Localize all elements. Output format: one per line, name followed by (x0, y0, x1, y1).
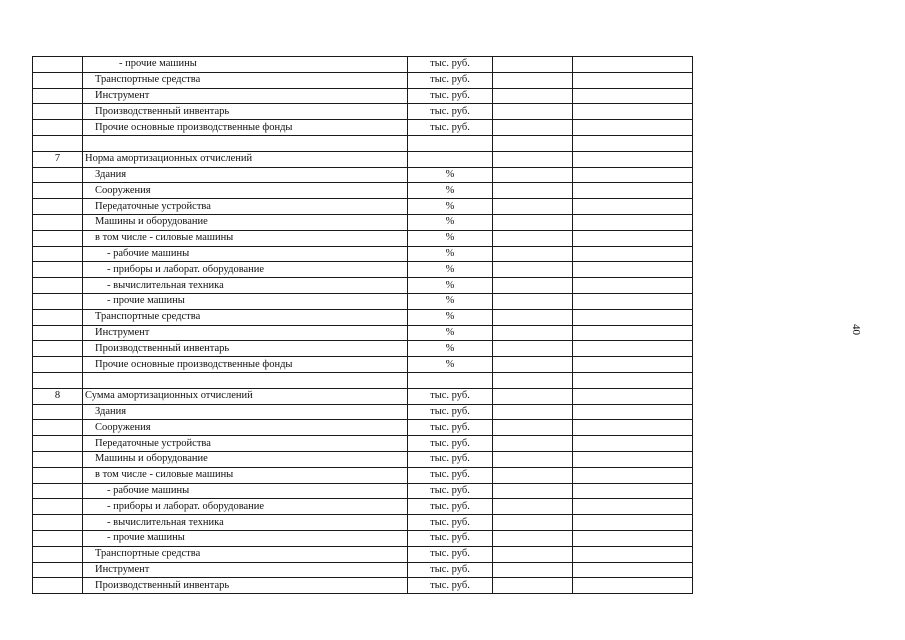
unit-cell: тыс. руб. (408, 530, 493, 546)
table-row (33, 499, 693, 515)
value-cell-1 (493, 167, 573, 183)
value-cell-1 (493, 357, 573, 373)
value-cell-1 (493, 183, 573, 199)
value-cell-1 (493, 388, 573, 404)
row-number-cell: 7 (33, 151, 83, 167)
value-cell-1 (493, 451, 573, 467)
unit-cell: тыс. руб. (408, 420, 493, 436)
indicator-name-cell: - приборы и лаборат. оборудование (83, 499, 408, 515)
table-row (33, 72, 693, 88)
indicator-name-cell: Передаточные устройства (83, 199, 408, 215)
value-cell-1 (493, 483, 573, 499)
row-number-cell (33, 562, 83, 578)
unit-cell: % (408, 309, 493, 325)
indicator-name-cell: - прочие машины (83, 293, 408, 309)
value-cell-2 (573, 388, 693, 404)
value-cell-1 (493, 199, 573, 215)
row-number-cell (33, 404, 83, 420)
table-row (33, 246, 693, 262)
unit-cell: % (408, 278, 493, 294)
indicator-name-cell: в том числе - силовые машины (83, 230, 408, 246)
table-row (33, 404, 693, 420)
value-cell-2 (573, 562, 693, 578)
value-cell-1 (493, 499, 573, 515)
row-number-cell (33, 167, 83, 183)
indicator-name-cell: - прочие машины (83, 530, 408, 546)
table-row (33, 214, 693, 230)
row-number-cell (33, 214, 83, 230)
value-cell-1 (493, 104, 573, 120)
value-cell-2 (573, 246, 693, 262)
indicator-name-cell: Инструмент (83, 562, 408, 578)
unit-cell: % (408, 293, 493, 309)
table-row (33, 483, 693, 499)
value-cell-2 (573, 499, 693, 515)
row-number-cell (33, 483, 83, 499)
table-row (33, 357, 693, 373)
value-cell-2 (573, 325, 693, 341)
unit-cell: тыс. руб. (408, 515, 493, 531)
unit-cell (408, 135, 493, 151)
table-row (33, 309, 693, 325)
row-number-cell (33, 515, 83, 531)
row-number-cell (33, 57, 83, 73)
row-number-cell (33, 578, 83, 594)
value-cell-1 (493, 562, 573, 578)
value-cell-2 (573, 120, 693, 136)
table-row (33, 372, 693, 388)
table-row (33, 262, 693, 278)
value-cell-2 (573, 57, 693, 73)
indicator-name-cell: Транспортные средства (83, 309, 408, 325)
value-cell-1 (493, 515, 573, 531)
unit-cell: тыс. руб. (408, 451, 493, 467)
table-row (33, 562, 693, 578)
value-cell-2 (573, 309, 693, 325)
value-cell-1 (493, 88, 573, 104)
value-cell-1 (493, 57, 573, 73)
unit-cell: % (408, 230, 493, 246)
row-number-cell (33, 467, 83, 483)
indicator-name-cell: Передаточные устройства (83, 436, 408, 452)
row-number-cell (33, 420, 83, 436)
table-row (33, 151, 693, 167)
indicator-name-cell: Сумма амортизационных отчислений (83, 388, 408, 404)
value-cell-1 (493, 309, 573, 325)
value-cell-2 (573, 578, 693, 594)
value-cell-1 (493, 325, 573, 341)
indicator-name-cell: Машины и оборудование (83, 214, 408, 230)
value-cell-1 (493, 262, 573, 278)
indicator-name-cell: Транспортные средства (83, 546, 408, 562)
row-number-cell (33, 341, 83, 357)
table-row (33, 230, 693, 246)
row-number-cell (33, 309, 83, 325)
table-row (33, 388, 693, 404)
table-row (33, 88, 693, 104)
row-number-cell (33, 436, 83, 452)
value-cell-2 (573, 546, 693, 562)
value-cell-2 (573, 420, 693, 436)
indicator-name-cell: Производственный инвентарь (83, 104, 408, 120)
indicator-name-cell: - рабочие машины (83, 483, 408, 499)
table-row (33, 451, 693, 467)
indicator-name-cell (83, 135, 408, 151)
unit-cell: % (408, 341, 493, 357)
unit-cell (408, 151, 493, 167)
indicator-name-cell: Норма амортизационных отчислений (83, 151, 408, 167)
unit-cell: % (408, 199, 493, 215)
value-cell-1 (493, 293, 573, 309)
table-row (33, 578, 693, 594)
unit-cell: тыс. руб. (408, 104, 493, 120)
value-cell-2 (573, 104, 693, 120)
unit-cell: тыс. руб. (408, 467, 493, 483)
table-row (33, 293, 693, 309)
value-cell-1 (493, 151, 573, 167)
unit-cell: % (408, 325, 493, 341)
value-cell-2 (573, 151, 693, 167)
value-cell-2 (573, 357, 693, 373)
value-cell-1 (493, 230, 573, 246)
indicator-name-cell: Здания (83, 167, 408, 183)
table-row (33, 183, 693, 199)
value-cell-1 (493, 530, 573, 546)
value-cell-2 (573, 88, 693, 104)
indicator-name-cell: - прочие машины (83, 57, 408, 73)
value-cell-1 (493, 404, 573, 420)
row-number-cell (33, 262, 83, 278)
table-row (33, 57, 693, 73)
indicator-name-cell (83, 372, 408, 388)
unit-cell: тыс. руб. (408, 404, 493, 420)
unit-cell: % (408, 167, 493, 183)
row-number-cell (33, 72, 83, 88)
indicator-name-cell: - рабочие машины (83, 246, 408, 262)
value-cell-2 (573, 341, 693, 357)
indicator-name-cell: - вычислительная техника (83, 515, 408, 531)
table-row (33, 278, 693, 294)
value-cell-1 (493, 341, 573, 357)
indicator-name-cell: Транспортные средства (83, 72, 408, 88)
value-cell-1 (493, 214, 573, 230)
table-row (33, 325, 693, 341)
unit-cell: тыс. руб. (408, 578, 493, 594)
row-number-cell (33, 88, 83, 104)
row-number-cell (33, 293, 83, 309)
table-row (33, 515, 693, 531)
table-row (33, 467, 693, 483)
unit-cell: тыс. руб. (408, 388, 493, 404)
value-cell-2 (573, 483, 693, 499)
indicator-table (32, 56, 693, 594)
value-cell-2 (573, 372, 693, 388)
value-cell-2 (573, 135, 693, 151)
value-cell-2 (573, 72, 693, 88)
unit-cell: % (408, 262, 493, 278)
value-cell-2 (573, 167, 693, 183)
row-number-cell (33, 325, 83, 341)
table-row (33, 420, 693, 436)
indicator-name-cell: в том числе - силовые машины (83, 467, 408, 483)
row-number-cell (33, 104, 83, 120)
row-number-cell: 8 (33, 388, 83, 404)
row-number-cell (33, 499, 83, 515)
value-cell-1 (493, 546, 573, 562)
page-number: 40 (850, 324, 862, 335)
value-cell-1 (493, 420, 573, 436)
indicator-name-cell: Сооружения (83, 183, 408, 199)
value-cell-2 (573, 293, 693, 309)
row-number-cell (33, 372, 83, 388)
unit-cell: % (408, 246, 493, 262)
table-row (33, 120, 693, 136)
indicator-table-body (33, 57, 693, 594)
unit-cell: тыс. руб. (408, 72, 493, 88)
value-cell-2 (573, 404, 693, 420)
table-row (33, 135, 693, 151)
unit-cell: тыс. руб. (408, 57, 493, 73)
value-cell-2 (573, 467, 693, 483)
table-row (33, 436, 693, 452)
value-cell-2 (573, 199, 693, 215)
value-cell-1 (493, 246, 573, 262)
unit-cell: тыс. руб. (408, 499, 493, 515)
row-number-cell (33, 278, 83, 294)
unit-cell: % (408, 357, 493, 373)
value-cell-2 (573, 262, 693, 278)
value-cell-2 (573, 183, 693, 199)
row-number-cell (33, 135, 83, 151)
value-cell-1 (493, 120, 573, 136)
value-cell-2 (573, 530, 693, 546)
unit-cell: % (408, 214, 493, 230)
row-number-cell (33, 230, 83, 246)
value-cell-2 (573, 515, 693, 531)
unit-cell: тыс. руб. (408, 88, 493, 104)
value-cell-1 (493, 436, 573, 452)
unit-cell: тыс. руб. (408, 562, 493, 578)
unit-cell: тыс. руб. (408, 483, 493, 499)
table-row (33, 104, 693, 120)
indicator-name-cell: Сооружения (83, 420, 408, 436)
value-cell-2 (573, 214, 693, 230)
row-number-cell (33, 357, 83, 373)
row-number-cell (33, 199, 83, 215)
table-row (33, 546, 693, 562)
indicator-name-cell: - приборы и лаборат. оборудование (83, 262, 408, 278)
table-row (33, 530, 693, 546)
value-cell-1 (493, 72, 573, 88)
indicator-name-cell: Производственный инвентарь (83, 578, 408, 594)
indicator-name-cell: Здания (83, 404, 408, 420)
indicator-name-cell: Машины и оборудование (83, 451, 408, 467)
table-row (33, 167, 693, 183)
value-cell-1 (493, 135, 573, 151)
row-number-cell (33, 530, 83, 546)
table-row (33, 199, 693, 215)
row-number-cell (33, 120, 83, 136)
indicator-name-cell: Инструмент (83, 88, 408, 104)
value-cell-1 (493, 467, 573, 483)
indicator-name-cell: Прочие основные производственные фонды (83, 120, 408, 136)
row-number-cell (33, 183, 83, 199)
value-cell-1 (493, 278, 573, 294)
indicator-name-cell: - вычислительная техника (83, 278, 408, 294)
unit-cell (408, 372, 493, 388)
row-number-cell (33, 246, 83, 262)
value-cell-2 (573, 436, 693, 452)
unit-cell: тыс. руб. (408, 436, 493, 452)
indicator-name-cell: Производственный инвентарь (83, 341, 408, 357)
indicator-name-cell: Инструмент (83, 325, 408, 341)
unit-cell: тыс. руб. (408, 120, 493, 136)
value-cell-2 (573, 451, 693, 467)
row-number-cell (33, 546, 83, 562)
row-number-cell (33, 451, 83, 467)
value-cell-2 (573, 230, 693, 246)
value-cell-1 (493, 578, 573, 594)
table-row (33, 341, 693, 357)
value-cell-1 (493, 372, 573, 388)
value-cell-2 (573, 278, 693, 294)
unit-cell: тыс. руб. (408, 546, 493, 562)
unit-cell: % (408, 183, 493, 199)
indicator-name-cell: Прочие основные производственные фонды (83, 357, 408, 373)
